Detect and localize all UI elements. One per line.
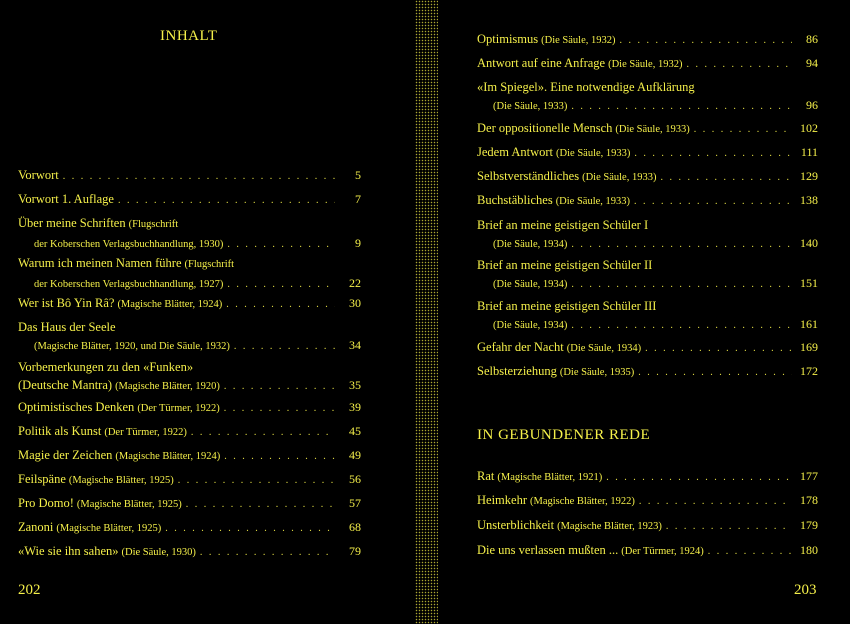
- entry-title: Feilspäne: [18, 472, 66, 486]
- toc-entry-line: [477, 297, 818, 315]
- toc-entry: [477, 541, 818, 561]
- toc-entry-line: [477, 96, 818, 116]
- toc-entry: [477, 30, 818, 50]
- entry-title: Der oppositionelle Mensch: [477, 121, 613, 135]
- entry-title: Selbsterziehung: [477, 364, 557, 378]
- entry-source: (Der Türmer, 1922): [137, 403, 220, 414]
- entry-title: Heimkehr: [477, 493, 527, 507]
- toc-entry-line: [18, 336, 361, 356]
- entry-page-number: 172: [800, 364, 818, 378]
- entry-source: (Die Säule, 1933): [555, 196, 631, 207]
- toc-entry-line: [18, 446, 361, 466]
- entry-source: (Flugschrift: [128, 219, 179, 230]
- toc-entry: [18, 494, 361, 514]
- toc-entry: [477, 256, 818, 294]
- entry-title: Unsterblichkeit: [477, 518, 555, 532]
- entry-page-number: 180: [800, 543, 818, 557]
- toc-entry-line: [477, 119, 818, 139]
- entry-page-number: 151: [800, 276, 818, 290]
- toc-entry: [18, 294, 361, 314]
- entry-source: (Der Türmer, 1922): [104, 427, 187, 438]
- entry-page-number: 49: [349, 448, 361, 462]
- entry-title: Magie der Zeichen: [18, 448, 113, 462]
- leader-dots: [634, 193, 792, 211]
- entry-title: Jedem Antwort: [477, 145, 554, 159]
- leader-dots: [619, 32, 792, 50]
- toc-entry: [477, 516, 818, 536]
- toc-entry-line: [18, 398, 361, 418]
- entry-title: Antwort auf eine Anfrage: [477, 56, 606, 70]
- toc-entry: [18, 542, 361, 562]
- entry-page-number: 5: [355, 168, 361, 182]
- entry-page-number: 169: [800, 340, 818, 354]
- entry-source: (Magische Blätter, 1923): [557, 521, 662, 532]
- toc-entry-line: [18, 494, 361, 514]
- entry-title: Optimismus: [477, 32, 539, 46]
- page-number-left: 202: [18, 582, 41, 598]
- toc-heading: INHALT: [160, 28, 218, 44]
- toc-entry: [18, 254, 361, 294]
- leader-dots: [224, 378, 335, 396]
- entry-title: Das Haus der Seele: [18, 320, 116, 334]
- toc-entry-line: [18, 274, 361, 294]
- entry-page-number: 22: [349, 276, 361, 290]
- entry-source: (Die Säule, 1932): [608, 59, 683, 70]
- toc-entry-line: [477, 541, 818, 561]
- entry-title: Gefahr der Nacht: [477, 340, 564, 354]
- toc-entry: [18, 398, 361, 418]
- entry-title: «Wie sie ihn sahen»: [18, 544, 119, 558]
- entry-source: (Die Säule, 1935): [559, 367, 635, 378]
- leader-dots: [165, 520, 335, 538]
- toc-entry-line: [18, 542, 361, 562]
- toc-entry-line: [477, 78, 818, 96]
- entry-source: (Die Säule, 1934): [493, 239, 568, 250]
- leader-dots: [63, 168, 335, 186]
- toc-entry: [18, 318, 361, 356]
- toc-entry: [477, 338, 818, 358]
- toc-entry: [477, 167, 818, 187]
- toc-entry-line: [477, 54, 818, 74]
- entry-source: (Die Säule, 1933): [615, 124, 690, 135]
- toc-entry: [18, 446, 361, 466]
- toc-entry-line: [477, 516, 818, 536]
- entry-source: (Magische Blätter, 1921): [497, 472, 603, 483]
- toc-entry-line: [477, 30, 818, 50]
- leader-dots: [660, 169, 792, 187]
- entry-source: (Magische Blätter, 1924): [117, 299, 223, 310]
- leader-dots: [686, 56, 792, 74]
- entry-title: Brief an meine geistigen Schüler III: [477, 299, 657, 313]
- left-page: [0, 0, 415, 624]
- entry-page-number: 34: [349, 338, 361, 352]
- entry-title: Brief an meine geistigen Schüler II: [477, 258, 653, 272]
- leader-dots: [186, 496, 335, 514]
- toc-entry-line: [18, 422, 361, 442]
- toc-entry-line: [18, 358, 361, 376]
- leader-dots: [634, 145, 792, 163]
- entry-source: (Die Säule, 1933): [556, 148, 631, 159]
- leader-dots: [571, 98, 792, 116]
- leader-dots: [639, 493, 792, 511]
- toc-entry: [18, 166, 361, 186]
- entry-source: (Magische Blätter, 1920, und Die Säule, 1932): [34, 341, 230, 352]
- entry-page-number: 35: [349, 378, 361, 392]
- toc-entry: [18, 358, 361, 396]
- entry-title: Vorwort 1. Auflage: [18, 192, 114, 206]
- entry-page-number: 178: [800, 493, 818, 507]
- entry-page-number: 79: [349, 544, 361, 558]
- entry-page-number: 45: [349, 424, 361, 438]
- entry-source: (Der Türmer, 1924): [621, 546, 704, 557]
- entry-source: (Die Säule, 1934): [566, 343, 642, 354]
- entry-title: Wer ist Bô Yin Râ?: [18, 296, 115, 310]
- leader-dots: [226, 296, 335, 314]
- page-number-right: 203: [794, 582, 817, 598]
- toc-entry-line: [477, 491, 818, 511]
- entry-page-number: 177: [800, 469, 818, 483]
- leader-dots: [224, 400, 335, 418]
- right-page: [438, 0, 850, 624]
- section-heading-verse: IN GEBUNDENER REDE: [477, 427, 651, 443]
- entry-page-number: 68: [349, 520, 361, 534]
- entry-page-number: 94: [806, 56, 818, 70]
- toc-entry: [477, 491, 818, 511]
- toc-entry-line: [18, 234, 361, 254]
- toc-entry: [477, 143, 818, 163]
- leader-dots: [638, 364, 792, 382]
- entry-title: «Im Spiegel». Eine notwendige Aufklärung: [477, 80, 695, 94]
- entry-source: der Koberschen Verlagsbuchhandlung, 1930): [34, 239, 224, 250]
- toc-entry: [477, 191, 818, 211]
- toc-entry-line: [477, 167, 818, 187]
- leader-dots: [666, 518, 792, 536]
- entry-page-number: 140: [800, 236, 818, 250]
- toc-entry: [477, 467, 818, 487]
- toc-entry-line: [477, 274, 818, 294]
- toc-entry-line: [18, 376, 361, 396]
- entry-page-number: 111: [800, 145, 818, 159]
- entry-title: Pro Domo!: [18, 496, 74, 510]
- entry-page-number: 39: [349, 400, 361, 414]
- leader-dots: [571, 236, 792, 254]
- toc-entry-line: [477, 315, 818, 335]
- entry-title: Politik als Kunst: [18, 424, 102, 438]
- entry-page-number: 96: [806, 98, 818, 112]
- toc-entry: [18, 214, 361, 254]
- leader-dots: [606, 469, 792, 487]
- entry-source: (Die Säule, 1933): [493, 101, 568, 112]
- leader-dots: [227, 276, 335, 294]
- entry-page-number: 56: [349, 472, 361, 486]
- toc-entry-line: [18, 294, 361, 314]
- leader-dots: [645, 340, 792, 358]
- toc-entry-line: [477, 256, 818, 274]
- entry-title: Selbstverständliches: [477, 169, 580, 183]
- entry-source: (Magische Blätter, 1924): [115, 451, 221, 462]
- entry-title: Brief an meine geistigen Schüler I: [477, 218, 649, 232]
- toc-entry: [477, 362, 818, 382]
- toc-entry-line: [18, 254, 361, 274]
- leader-dots: [178, 472, 335, 490]
- toc-entry-line: [18, 518, 361, 538]
- toc-entry-line: [18, 214, 361, 234]
- toc-entry: [477, 78, 818, 116]
- leader-dots: [200, 544, 335, 562]
- entry-title: Buchstäbliches: [477, 193, 553, 207]
- entry-title: Über meine Schriften: [18, 216, 126, 230]
- toc-entry: [477, 54, 818, 74]
- entry-page-number: 9: [355, 236, 361, 250]
- toc-entry-line: [477, 216, 818, 234]
- entry-source: (Die Säule, 1932): [541, 35, 616, 46]
- entry-title: Vorbemerkungen zu den «Funken»: [18, 360, 194, 374]
- leader-dots: [694, 121, 792, 139]
- toc-entry: [18, 422, 361, 442]
- entry-source: der Koberschen Verlagsbuchhandlung, 1927): [34, 279, 224, 290]
- entry-source: (Magische Blätter, 1925): [76, 499, 182, 510]
- toc-entry-line: [18, 166, 361, 186]
- toc-entry-line: [18, 190, 361, 210]
- entry-page-number: 7: [355, 192, 361, 206]
- leader-dots: [191, 424, 335, 442]
- entry-source: (Die Säule, 1934): [493, 320, 568, 331]
- entry-title: (Deutsche Mantra): [18, 378, 113, 392]
- leader-dots: [118, 192, 335, 210]
- toc-entry: [477, 119, 818, 139]
- entry-page-number: 138: [800, 193, 818, 207]
- leader-dots: [234, 338, 335, 356]
- toc-entry-line: [477, 143, 818, 163]
- entry-title: Zanoni: [18, 520, 54, 534]
- toc-entry-line: [477, 467, 818, 487]
- entry-page-number: 161: [800, 317, 818, 331]
- leader-dots: [571, 276, 792, 294]
- toc-entry: [18, 470, 361, 490]
- toc-entry-line: [18, 318, 361, 336]
- toc-entry-line: [477, 338, 818, 358]
- entry-source: (Magische Blätter, 1925): [56, 523, 162, 534]
- entry-title: Rat: [477, 469, 495, 483]
- toc-entry-line: [18, 470, 361, 490]
- entry-page-number: 30: [349, 296, 361, 310]
- entry-title: Vorwort: [18, 168, 59, 182]
- toc-entry-line: [477, 191, 818, 211]
- entry-page-number: 86: [806, 32, 818, 46]
- leader-dots: [224, 448, 335, 466]
- leader-dots: [708, 543, 792, 561]
- toc-entry: [477, 297, 818, 335]
- toc-entry-line: [477, 234, 818, 254]
- entry-source: (Die Säule, 1933): [582, 172, 657, 183]
- entry-page-number: 129: [800, 169, 818, 183]
- toc-entry: [477, 216, 818, 254]
- toc-entry: [18, 190, 361, 210]
- entry-title: Warum ich meinen Namen führe: [18, 256, 182, 270]
- entry-source: (Magische Blätter, 1925): [68, 475, 174, 486]
- entry-source: (Magische Blätter, 1920): [115, 381, 220, 392]
- entry-page-number: 179: [800, 518, 818, 532]
- entry-source: (Die Säule, 1934): [493, 279, 568, 290]
- entry-page-number: 102: [800, 121, 818, 135]
- entry-title: Optimistisches Denken: [18, 400, 135, 414]
- leader-dots: [571, 317, 792, 335]
- entry-source: (Magische Blätter, 1922): [529, 496, 635, 507]
- entry-source: (Die Säule, 1930): [121, 547, 196, 558]
- toc-entry: [18, 518, 361, 538]
- leader-dots: [227, 236, 335, 254]
- entry-title: Die uns verlassen mußten ...: [477, 543, 619, 557]
- book-gutter: [415, 0, 438, 624]
- entry-source: (Flugschrift: [184, 259, 235, 270]
- toc-entry-line: [477, 362, 818, 382]
- entry-page-number: 57: [349, 496, 361, 510]
